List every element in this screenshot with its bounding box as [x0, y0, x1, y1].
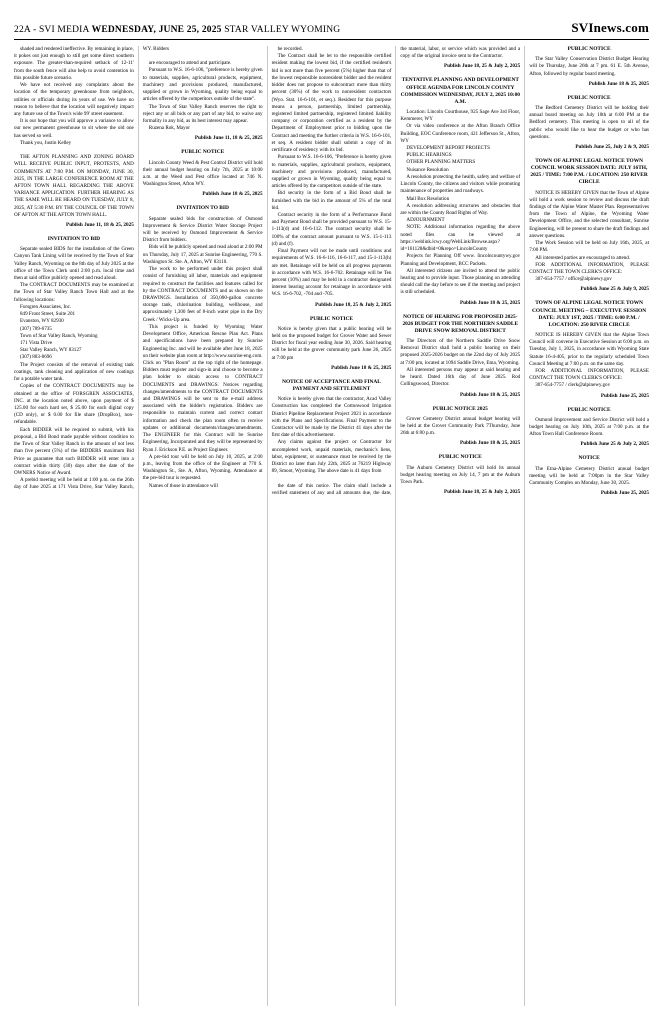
legal-notice — [143, 149, 263, 198]
legal-notice — [529, 407, 649, 449]
notice-paragraph: Evanston, WY 82930 — [20, 318, 64, 325]
notice-paragraph: Separate sealed BIDS for the installation of the Green Canyon Tank Lining will be received by the Town of Star Valley Ranch, Wyoming on the 8th day of July 2025 at the office of the Town Clerk until 2:00 p.m. local time and then at said office publicly opened and read aloud. — [14, 246, 134, 282]
notice-paragraph: The Work Session will be held on July 16th, 2025, at 7:00 PM. — [529, 240, 649, 254]
notice-paragraph: All interested persons may appear at said hearing and be heard. Dated 16th day of June 2025. Rod Collingswood, Director. — [400, 366, 521, 388]
notice-paragraph: The Auburn Cemetery District will hold its annual budget hearing meeting on July 14, 7 pm at the Auburn Town Park. — [400, 464, 521, 485]
notice-paragraph: The Etna-Alpine Cemetery District annual budget meeting will be held at 7:00pm in the Star Valley Community Complex on Monday, June 30, 2025. — [529, 465, 649, 487]
notice-continuation — [14, 154, 134, 229]
notice-paragraph: Contract security in the form of a Performance Bond and Payment Bond shall be provided pursuant to W.S. 15-1-113(d) and 16-6-112. The contract security shall be 100% of the contract amount pursuant to W.S. 15-1-113 (d) and (f). — [271, 212, 392, 247]
notice-paragraph: Any claims against the project or Contractor for uncompleted work, unpaid materials, mechanic's liens, labor, equipment, or sustenance must be received by the District no later than July 22th, 2025 at 76219 Highway 89, Smoot, Wyoming. The above date is 41 days from — [271, 439, 392, 475]
legal-notice — [272, 379, 392, 476]
notice-paragraph: Or via video conference at the Afton Branch Office Building, EOC Conference room, 421 Jefferson St., Afton, WY — [400, 123, 521, 144]
notice-paragraph: 171 Vista Drive — [20, 340, 53, 347]
notice-paragraph: Location: Lincoln Courthouse, 925 Sage Ave 3rd Floor, Kemmerer, WY — [400, 108, 521, 123]
publish-dates: Publish June 18 & 25, 2025 — [459, 299, 521, 306]
notice-heading: PUBLIC NOTICE — [567, 406, 611, 413]
notice-paragraph: the date of this notice. The claim shall include a verified statement of any and all amounts due, the date, the material, labor, or service which was provided and a copy of the original invoice sent to the Contractor. — [271, 46, 521, 496]
masthead-date: WEDNESDAY, JUNE 25, 2025 — [91, 25, 222, 35]
notice-continuation — [14, 46, 134, 147]
notice-paragraph: Names of those in attendance will — [148, 482, 218, 489]
notice-paragraph: Copies of the CONTRACT DOCUMENTS may be obtained at the office of FORSGREN ASSOCIATES, INC. at the location noted above, upon payment of $ 125.00 for each hard set, $ 25.00 for each digital copy (CD only), or $ 0.00 for file share (DropBox), non-refundable. — [14, 383, 134, 426]
notice-paragraph: Ruzena Rok, Mayor — [148, 125, 190, 132]
notice-paragraph: The Star Valley Conservation District Budget Hearing will be Thursday, June 26th at 7 pm. 61 E. 5th Avenue, Afton, followed by regular board meeting. — [529, 56, 649, 77]
notice-paragraph: Projects for Planning Off www. lincolncountywy.gov Planning and Development, BCC Packets. — [400, 253, 521, 267]
masthead — [14, 20, 649, 39]
notice-paragraph: be recorded. — [277, 46, 303, 52]
publish-dates: Publish June 25, 2025 — [600, 490, 649, 497]
notice-paragraph: All interested citizens are invited to attend the public hearing and to provide input. Those planning on attending should call the day before to see if the meeting and project is still scheduled. — [400, 267, 521, 296]
notice-paragraph: Final Payment will not be made until conditions and requirements of W.S. 16-6-116, 16-6-117, and 15-1-113(h) are met. Retainage will be held on all progress payments in accordance with W.S. 16-6-702. Retainage will be Ten percent (10%) and may be held in a contractor designated interest bearing account for retainage in accordance with W.S. 16-6-702, -704 and -705. — [271, 248, 392, 298]
publish-dates: Publish June 18 & 25, 2025 — [202, 191, 263, 198]
publish-dates: Publish June 25, 2025 — [600, 392, 649, 399]
publish-dates: Publish June 18 & 25, 2025 — [588, 80, 649, 87]
notice-paragraph: Bids will be publicly opened and read aloud at 2:00 PM on Thursday, July 17, 2025 at Sunrise Engineering, 770 S. Washington St. Ste. A, Afton, WY 83110. — [142, 244, 263, 265]
notice-heading: INVITATION TO BID — [176, 205, 229, 212]
notice-paragraph: Bid security in the form of a Bid Bond shall be furnished with the bid in the amount of 5% of the total bid. — [271, 190, 392, 211]
notice-paragraph: Notice is hereby given that the contractor, Acad Valley Construction has completed the Cottonwood Irrigation District Pipeline Replacement Project 2021 in accordance with the Plans and Specifications. Final Payment to the Contractor will be made by the District 41 days after the first date of this advertisement. — [271, 396, 392, 439]
notice-paragraph: OTHER PLANNING MATTERS — [406, 159, 476, 166]
publish-dates: Publish June 18, 25 & July 2, 2025 — [443, 489, 521, 496]
notice-paragraph: A resolution addressing structures and obstacles that are within the County Road Rights of Way. — [400, 202, 521, 217]
masthead-paper: STAR VALLEY WYOMING — [224, 25, 341, 35]
notice-paragraph: It is our hope that you will approve a variance to allow our new permanent greenhouse to sit where the old one has served so well. — [14, 118, 134, 139]
notice-paragraph: Lincoln County Weed & Pest Control District will hold their annual budget hearing on July 7th, 2025 at 10:00 a.m. at the Weed and Pest office located at 746 N. Washington Street, Afton WY. — [142, 159, 263, 188]
notice-paragraph: Notice is hereby given that a public hearing will be held on the proposed budget for Grover Water and Sewer District for fiscal year ending June 30, 2026. Said hearing will be held at the grover community park June 26, 2025 at 7:00 pm — [271, 325, 392, 361]
legal-notice — [529, 158, 649, 293]
notice-paragraph: A prebid meeting will be held at 1:00 p.m. on the 26th day of June 2025 at 171 Vista Drive, Star Valley Ranch, WY. Bidders — [14, 46, 170, 491]
publish-dates: Publish June 11, 18 & 25, 2025 — [194, 135, 263, 142]
notice-paragraph: ADJOURNMENT — [406, 217, 445, 224]
notice-paragraph: FOR ADDITIONAL INFORMATION, PLEASE CONTACT THE TOWN CLERK'S OFFICE: — [529, 261, 649, 275]
notice-heading: TOWN OF ALPINE LEGAL NOTICE TOWN COUNCIL MEETING – EXECUTIVE SESSION DATE: JULY 1ST, 2025 / TIME: 6:00 P.M. / LOCATION: 250 RIVER CIRCLE — [532, 300, 647, 328]
notice-paragraph: Each BIDDER will be required to submit, with his proposal, a Bid Bond made payable without condition to the Town of Star Valley Ranch in the amount of not less than five percent (5%) of the BIDDERS maximum Bid Price as guarantee that such BIDDER will enter into a contract within thirty (30) days after the date of the OWNERS Notice of Award. — [14, 426, 134, 476]
publish-dates: Publish June 25 & July 9, 2025 — [580, 286, 649, 293]
masthead-rule — [14, 39, 649, 40]
notice-paragraph: All interested parties are encouraged to attend. — [535, 254, 631, 261]
notice-heading: PUBLIC NOTICE — [181, 149, 225, 156]
masthead-left — [14, 25, 340, 35]
legal-notice — [529, 455, 649, 497]
notice-paragraph: PUBLIC HEARINGS — [406, 152, 452, 159]
notice-paragraph: Thank you, Justin Kelley — [20, 139, 72, 146]
notice-paragraph: NOTICE IS HEREBY GIVEN that the Alpine Town Council will convene in Executive Session at 6:00 p.m. on Tuesday, July 1, 2025, in accordance with Wyoming State Statute 16-4-405, prior to the regularly scheduled Town Council Meeting at 7:00 p.m. on the same day. — [529, 331, 649, 367]
notice-paragraph: The Bedford Cemetery District will be holding their annual board meeting on July 10th at 6:00 PM at the Bedford cemetery. This meeting is open to all of the public who would like to hear the budget or who has questions. — [529, 104, 649, 140]
notice-paragraph: Star Valley Ranch, WY 83127 — [20, 347, 82, 354]
notice-heading: NOTICE OF HEARING FOR PROPOSED 2025-2026 BUDGET FOR THE NORTHERN SADDLE DRIVE SNOW REMOVAL DISTRICT — [402, 313, 519, 334]
publish-dates: Publish June 18, 25 & July 2, 2025 — [315, 301, 392, 308]
notice-heading: TENTATIVE PLANNING AND DEVELOPMENT OFFICE AGENDA FOR LINCOLN COUNTY COMMISSION WEDNESDAY, JULY 2, 2025 10:00 A.M. — [400, 77, 520, 105]
notice-heading: INVITATION TO BID — [47, 236, 101, 243]
notice-paragraph: This project is funded by Wyoming Water Development Office, American Rescue Plan Act. Plans and specifications have been prepared by Sunrise Engineering Inc. and will be available after June 18, 2025 on their website plan room at http://www.sunrise-eng.com. Click on "Plan Room" at the top right of the homepage. Bidders must register and sign-in and choose to become a plan holder to obtain access to CONTRACT DOCUMENTS and DRAWINGS. Notices regarding changes/amendments to the CONTRACT DOCUMENTS and DRAWINGS will be sent to the e-mail address associated with the bidder's registration. Bidders are responsible to maintain current and correct contact information and check the plan room often to receive updates or additional documents/changes/amendments. The ENGINEER for this Contract will be Sunrise Engineering, Incorporated and they will be represented by Ryan J. Erickson P.E. as Project Engineer. — [142, 323, 263, 453]
publish-dates: Publish June 18 & 25, 2025 — [331, 364, 392, 371]
publish-dates: Publish June 18 & 25, 2025 — [459, 391, 521, 398]
publish-dates: Publish June 18, 25 & July 2, 2025 — [443, 63, 521, 70]
notice-paragraph: 849 Front Street, Suite 201 — [20, 311, 76, 318]
notice-paragraph: Separate sealed bids for construction of Osmond Improvement & Service District Water Storage Project will be received by Osmond Improvement & Service District from bidders. — [142, 215, 263, 244]
notice-heading: NOTICE OF ACCEPTANCE AND FINAL PAYMENT AND SETTLEMENT — [282, 378, 381, 393]
legal-notice — [400, 314, 520, 399]
notice-paragraph: The Directors of the Northern Saddle Drive Snow Removal District shall hold a public hearing on their proposed 2025-2026 budget on the 22nd day of July 2025 at 7:00 pm, located at 1094 Saddle Drive, Etna, Wyoming. — [400, 338, 521, 366]
notice-paragraph: The work to be performed under this project shall consist of furnishing all labor, materials and equipment required to construct the facilities and features called for by the CONTRACT DOCUMENTS and as shown on the DRAWINGS. Installation of 350,000-gallon concrete storage tank, chlorination building, wellhouse, and approximately 1,300 feet of 8-inch water pipe in the Dry Creek / Wicks-Up area. — [142, 266, 263, 323]
notice-paragraph: NOTE: Additional information regarding the above noted files can be viewed at https://weblink.lcwy.org/WebLink/Browse.aspx?id=161128&dbid=0&repo=LincolnCounty — [400, 224, 521, 253]
notice-paragraph: shaded and rendered ineffective. By remaining in place, it pokes out just enough to still get some direct southern exposure. The greater-than-required setback of 12-11' from the south fence will also help to avoid contention in this possible future scenario. — [14, 46, 134, 81]
notice-paragraph: Forsgren Associates, Inc. — [20, 303, 72, 310]
notice-heading: NOTICE — [578, 455, 600, 462]
notice-heading: PUBLIC NOTICE — [310, 315, 353, 322]
publish-dates: Publish June 11, 18 & 25, 2025 — [66, 222, 134, 229]
notice-paragraph: 307-654-7757 / office@alpinewy.gov — [535, 276, 612, 283]
notice-paragraph: (307) 883-8696 — [20, 354, 52, 361]
notice-paragraph: Mail Box Resolution — [406, 195, 450, 202]
notice-paragraph: Town of Star Valley Ranch, Wyoming — [20, 332, 98, 339]
legal-notice — [272, 316, 392, 372]
notice-paragraph: THE AFTON PLANNING AND ZONING BOARD WILL RECEIVE PUBLIC INPUT, PROTESTS, AND COMMENTS AT 7:00 P.M. ON MONDAY, JUNE 30, 2025, IN THE LARGE CONFERENCE ROOM AT THE AFTON TOWN HALL REGARDING THE ABOVE VARIANCE APPLICATION. FURTHER HEARING AS THE SAME WILL BE HEARD ON TUESDAY, JULY 8, 2025, AT 5:30 P.M. BY THE COUNCIL OF THE TOWN OF AFTON AT THE AFTON TOWN HALL. — [14, 154, 134, 218]
notice-paragraph: The Project consists of the removal of existing tank coatings, tank cleaning and application of new coatings for a potable water tank. — [14, 361, 134, 383]
notice-continuation — [143, 60, 263, 142]
notice-paragraph: Osmond Improvement and Service District will hold a budget hearing on July 10th, 2025 at 7:00 p.m. at the Afton Town Hall Conference Room. — [529, 416, 649, 438]
legal-notice — [529, 95, 649, 151]
legal-notice — [400, 454, 520, 496]
publish-dates: Publish June 18 & 25, 2025 — [459, 440, 521, 447]
notice-paragraph: NOTICE IS HEREBY GIVEN that the Town of Alpine will hold a work session to review and discuss the draft findings of the Alpine Water Master Plan. Representatives from the Town of Alpine, the Wyoming Water Development Office, and the selected consultant, Sunrise Engineering, will be present to share the draft findings and answer questions. — [529, 189, 649, 239]
notice-paragraph: DEVELOPMENT REPORT PROJECTS — [406, 145, 490, 152]
notice-paragraph: The Contract shall be let to the responsible certified resident making the lowest bid, if the certified resident's bid is not more than five percent (5%) higher than that of the lowest responsible nonresident bidder and the resident bidder does not propose to subcontract more than thirty percent (30%) of the work to nonresident contractors (Wyo. Stat. 16-6-101, et seq.). Resident for this purpose means a person, partnership, limited partnership, registered limited partnership, registered limited liability company or corporation certified as a resident by the Department of Employment prior to bidding upon the Contract and meeting the further criteria in W.S. 16-6-101, et seq. A resident bidder shall submit a copy of its certificate of residency with its bid. — [271, 53, 392, 154]
legal-notice — [529, 300, 649, 399]
notice-paragraph: We have not received any complaints about the location of the temporary greenhouse from neighbors, utilities or officials during its years of use. We have no reason to believe that the location will negatively impact any future use of the Town's wide 99' street easement. — [14, 82, 134, 117]
legal-notice — [400, 77, 520, 306]
notice-paragraph: Pursuant to W.S. 16-6-106, "preference is hereby given to materials, supplies, agricultural products, equipment, machinery and provisions produced, manufactured, supplied or grown in Wyoming, quality being equal to articles offered by the competitors outside of the state". — [142, 67, 263, 103]
notice-paragraph: FOR ADDITIONAL INFORMATION, PLEASE CONTACT THE TOWN CLERK'S OFFICE: — [529, 367, 649, 382]
notice-heading: PUBLIC NOTICE — [567, 94, 611, 101]
notice-heading: TOWN OF ALPINE LEGAL NOTICE TOWN COUNCIL WORK SESSION DATE: JULY 16TH, 2025 / TIME: 7:00 P.M. / LOCATION: 250 RIVER CIRCLE — [530, 158, 648, 186]
notice-paragraph: (307) 789-6735 — [20, 325, 52, 332]
legal-notice — [143, 205, 263, 489]
notice-heading: PUBLIC NOTICE — [567, 46, 611, 52]
notice-paragraph: The CONTRACT DOCUMENTS may be examined at the Town of Star Valley Ranch Town Hall and at the following locations: — [14, 282, 134, 303]
classifieds-columns — [14, 46, 649, 1006]
notice-paragraph: 307-654-7757 / clerk@alpinewy.gov — [535, 382, 611, 389]
publish-dates: Publish June 25, July 2 & 9, 2025 — [575, 144, 649, 151]
notice-paragraph: A resolution protecting the health, safety and welfare of Lincoln County, the citizens and visitors while promoting maintenance of properties and roadways. — [400, 173, 521, 195]
notice-continuation — [272, 46, 392, 309]
notice-heading: PUBLIC NOTICE 2025 — [432, 405, 488, 412]
page-folio: 22A - SVI MEDIA — [14, 25, 90, 35]
notice-paragraph: Nuisance Resolution — [406, 166, 449, 173]
legal-notice — [400, 406, 520, 448]
masthead-website: SVInews.com — [571, 20, 649, 35]
notice-heading: PUBLIC NOTICE — [438, 454, 482, 461]
legal-notice — [529, 46, 649, 88]
notice-paragraph: Pursuant to W.S. 16-6-106, "Preference is hereby given to materials, supplies, agricultural products, equipment, machinery and provisions produced, manufactured, supplied or grown in Wyoming, quality being equal to articles offered by the competitors outside of the state. — [271, 154, 392, 190]
publish-dates: Publish June 25 & July 2, 2025 — [580, 441, 649, 448]
notice-paragraph: A pre-bid tour will be held on July 10, 2025, at 2:00 p.m., leaving from the office of the Engineer at 770 S. Washington St., Ste. A, Afton, Wyoming. Attendance at the pre-bid tour is requested. — [142, 453, 263, 482]
notice-paragraph: are encouraged to attend and participate. — [148, 60, 232, 67]
notice-paragraph: The Town of Star Valley Ranch reserves the right to reject any or all bids or any part of any bid, to waive any formality in any bid, as its best interest may appear. — [142, 103, 263, 124]
notice-paragraph: Grover Cemetery District annual budget hearing will be held at the Grover Community Park 7Thursday, June 26th at 6:00 p.m. — [400, 415, 521, 437]
